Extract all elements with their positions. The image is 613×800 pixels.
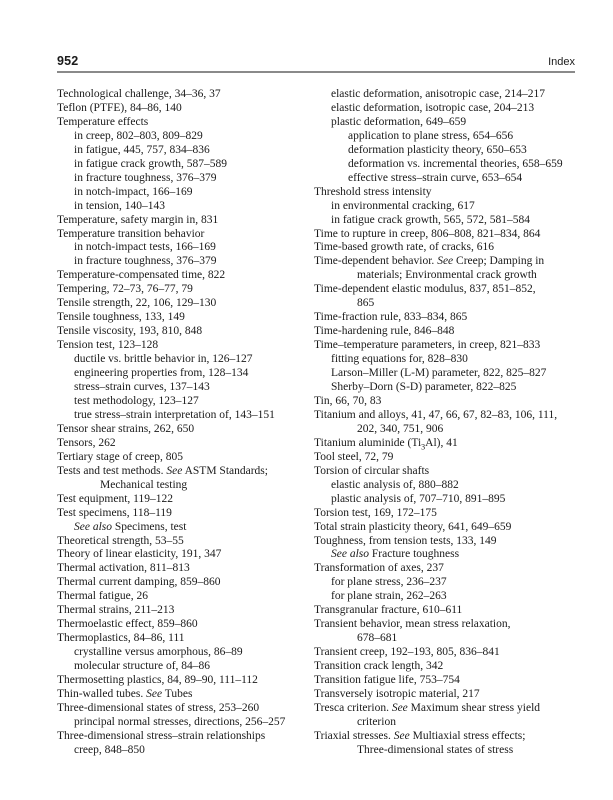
index-entry: engineering properties from, 128–134 <box>74 367 249 380</box>
index-entry: Tension test, 123–128 <box>57 339 159 352</box>
index-column-right <box>314 88 575 758</box>
index-entry: Thermosetting plastics, 84, 89–90, 111–112 <box>57 674 258 687</box>
index-entry: Torsion test, 169, 172–175 <box>314 506 437 519</box>
index-entry: Transient creep, 192–193, 805, 836–841 <box>314 646 500 659</box>
index-entry: application to plane stress, 654–656 <box>348 129 514 142</box>
index-entry: Transient behavior, mean stress relaxation, <box>314 618 511 631</box>
index-entry: in fatigue crack growth, 565, 572, 581–584 <box>331 213 530 226</box>
index-entry: Three-dimensional states of stress <box>357 743 514 756</box>
index-entry: Tempering, 72–73, 76–77, 79 <box>57 283 193 296</box>
index-entry: 678–681 <box>357 632 398 645</box>
index-entry: Torsion of circular shafts <box>314 464 430 477</box>
index-entry: Tensile viscosity, 193, 810, 848 <box>57 325 203 338</box>
index-entry: Transition fatigue life, 753–754 <box>314 674 460 687</box>
index-entry: Temperature, safety margin in, 831 <box>57 213 219 226</box>
index-entry: principal normal stresses, directions, 256–257 <box>74 715 286 728</box>
index-entry: Tensor shear strains, 262, 650 <box>57 422 195 435</box>
index-entry: Titanium aluminide $(Ti_3Al)$, 41 <box>314 436 458 452</box>
index-entry: deformation plasticity theory, 650–653 <box>348 143 527 156</box>
index-entry: Time-fraction rule, 833–834, 865 <box>314 311 468 324</box>
index-entry: Test equipment, 119–122 <box>57 492 173 505</box>
index-entry: Total strain plasticity theory, 641, 649–659 <box>314 520 512 533</box>
index-entry: Temperature effects <box>57 115 149 128</box>
index-entry: Thermal strains, 211–213 <box>57 604 175 617</box>
index-entry: plastic analysis of, 707–710, 891–895 <box>331 492 506 505</box>
index-entry: in environmental cracking, 617 <box>331 199 475 212</box>
index-entry: Threshold stress intensity <box>314 185 432 198</box>
index-entry: in creep, 802–803, 809–829 <box>74 129 203 142</box>
index-entry: materials; Environmental crack growth <box>357 269 537 282</box>
index-entry: Theoretical strength, 53–55 <box>57 534 184 547</box>
index-entry: Theory of linear elasticity, 191, 347 <box>57 548 222 561</box>
index-entry: Thin-walled tubes. See Tubes <box>57 687 193 700</box>
index-entry: Thermoelastic effect, 859–860 <box>57 618 198 631</box>
index-entry: plastic deformation, 649–659 <box>331 115 467 128</box>
index-entry: in tension, 140–143 <box>74 199 166 212</box>
index-entry: Test specimens, 118–119 <box>57 506 172 519</box>
index-entry: crystalline versus amorphous, 86–89 <box>74 646 243 659</box>
index-entry: in fatigue crack growth, 587–589 <box>74 157 227 170</box>
index-entry: Tool steel, 72, 79 <box>314 450 394 463</box>
index-entry: See also Specimens, test <box>74 520 187 533</box>
index-entry: Temperature-compensated time, 822 <box>57 269 226 282</box>
index-entry: Time-based growth rate, of cracks, 616 <box>314 241 495 254</box>
index-entry: Technological challenge, 34–36, 37 <box>57 88 221 100</box>
index-entry: Titanium and alloys, 41, 47, 66, 67, 82–83, 106, 111, <box>314 408 558 421</box>
index-entry: Transformation of axes, 237 <box>314 562 444 575</box>
index-entry: Three-dimensional stress–strain relationships <box>57 729 266 742</box>
index-entry: Triaxial stresses. See Multiaxial stress effects; <box>314 729 526 742</box>
index-entry: deformation vs. incremental theories, 658–659 <box>348 157 563 170</box>
index-entry: Tensile toughness, 133, 149 <box>57 311 185 324</box>
index-entry: Time–temperature parameters, in creep, 821–833 <box>314 339 541 352</box>
index-entry: Three-dimensional states of stress, 253–260 <box>57 701 260 714</box>
index-entry: in fracture toughness, 376–379 <box>74 255 217 268</box>
index-entry: Temperature transition behavior <box>57 227 205 240</box>
index-entry: Time to rupture in creep, 806–808, 821–834, 864 <box>314 227 541 240</box>
index-entry: 865 <box>357 297 375 310</box>
index-entry: criterion <box>357 715 396 728</box>
index-entry: Thermal current damping, 859–860 <box>57 576 221 589</box>
index-entry: true stress–strain interpretation of, 143–151 <box>74 408 275 421</box>
index-entry: Time-hardening rule, 846–848 <box>314 325 455 338</box>
index-entry: Time-dependent elastic modulus, 837, 851–852, <box>314 283 536 296</box>
index-entry: Mechanical testing <box>100 478 188 491</box>
index-entry: effective stress–strain curve, 653–654 <box>348 171 523 184</box>
index-entry: elastic analysis of, 880–882 <box>331 478 459 491</box>
index-entry: Tensors, 262 <box>57 436 116 449</box>
index-entry: Tin, 66, 70, 83 <box>314 394 382 407</box>
index-entry: Tresca criterion. See Maximum shear stress yield <box>314 701 541 714</box>
index-entry: molecular structure of, 84–86 <box>74 660 211 673</box>
index-entry: for plane strain, 262–263 <box>331 590 447 603</box>
index-entry: elastic deformation, isotropic case, 204–213 <box>331 101 535 114</box>
index-columns <box>57 88 575 758</box>
index-entry: fitting equations for, 828–830 <box>331 353 468 366</box>
page-number: 952 <box>57 54 79 68</box>
index-entry: in fracture toughness, 376–379 <box>74 171 217 184</box>
index-entry: test methodology, 123–127 <box>74 394 199 407</box>
index-entry: stress–strain curves, 137–143 <box>74 381 210 394</box>
index-entry: Transition crack length, 342 <box>314 660 444 673</box>
index-entry: Larson–Miller (L-M) parameter, 822, 825–827 <box>331 367 547 380</box>
index-entry: Tertiary stage of creep, 805 <box>57 450 183 463</box>
index-entry: elastic deformation, anisotropic case, 214–217 <box>331 88 545 100</box>
index-entry: Time-dependent behavior. See Creep; Damping in <box>314 255 545 268</box>
index-entry: ductile vs. brittle behavior in, 126–127 <box>74 353 253 366</box>
index-entry: Tests and test methods. See ASTM Standards; <box>57 464 268 477</box>
index-entry: See also Fracture toughness <box>331 548 460 561</box>
running-head: Index <box>548 56 575 68</box>
index-entry: Teflon (PTFE), 84–86, 140 <box>57 101 182 114</box>
index-entry: for plane stress, 236–237 <box>331 576 447 589</box>
index-entry: Thermal fatigue, 26 <box>57 590 149 603</box>
page-header <box>57 54 575 73</box>
index-entry: 202, 340, 751, 906 <box>357 422 444 435</box>
index-entry: Toughness, from tension tests, 133, 149 <box>314 534 497 547</box>
index-entry: Tensile strength, 22, 106, 129–130 <box>57 297 217 310</box>
index-entry: Transversely isotropic material, 217 <box>314 687 480 700</box>
index-entry: Thermoplastics, 84–86, 111 <box>57 632 185 645</box>
index-entry: Thermal activation, 811–813 <box>57 562 190 575</box>
index-entry: creep, 848–850 <box>74 743 145 756</box>
index-entry: Sherby–Dorn (S-D) parameter, 822–825 <box>331 381 517 394</box>
index-entry: in notch-impact, 166–169 <box>74 185 193 198</box>
index-entry: in notch-impact tests, 166–169 <box>74 241 216 254</box>
index-entry: in fatigue, 445, 757, 834–836 <box>74 143 210 156</box>
index-column-left <box>57 88 314 758</box>
index-entry: Transgranular fracture, 610–611 <box>314 604 463 617</box>
